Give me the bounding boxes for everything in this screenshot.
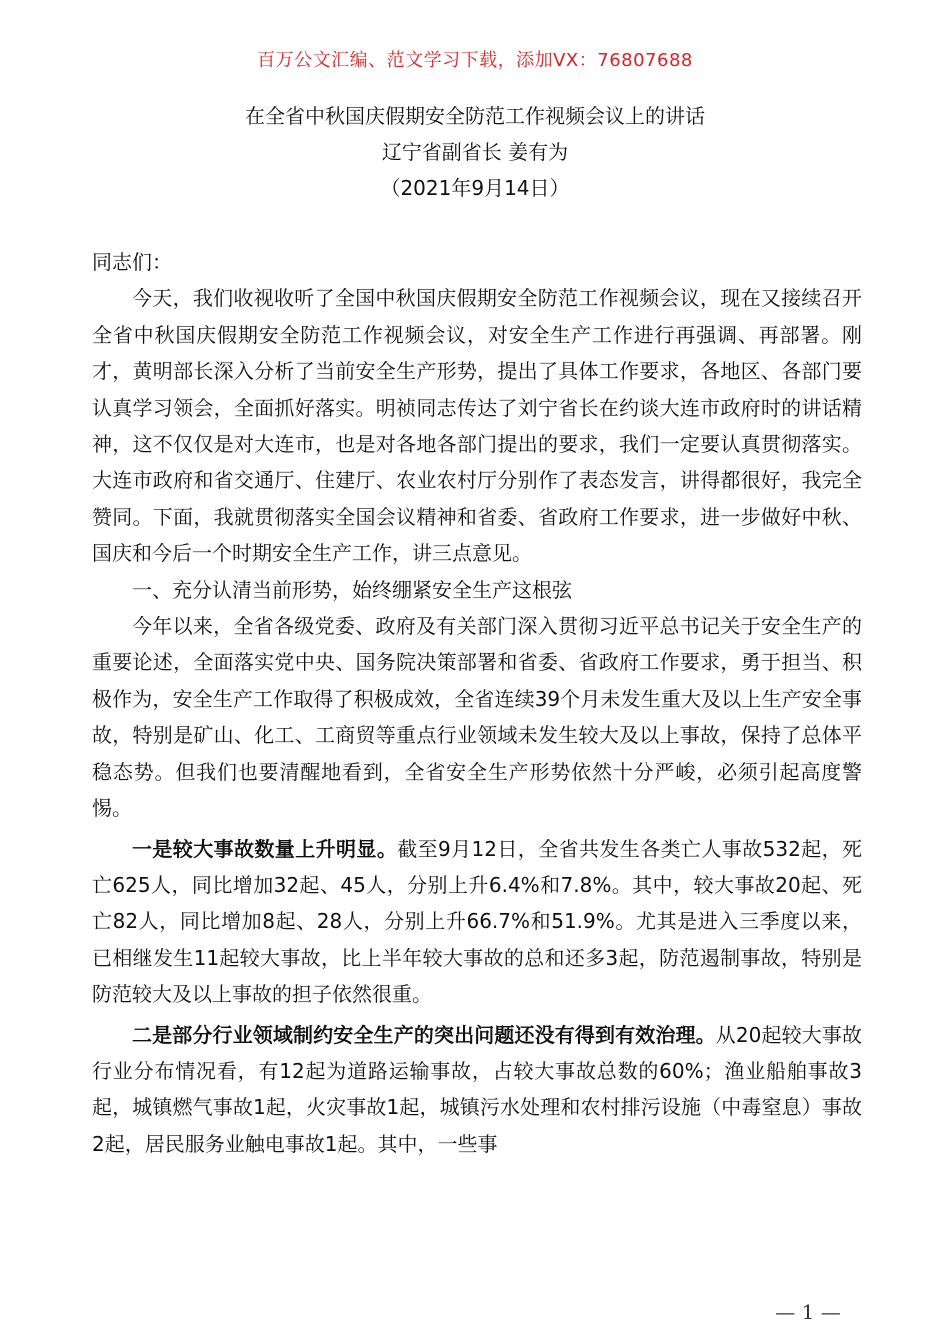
point-2-text: 从20起较大事故行业分布情况看，有12起为道路运输事故，占较大事故总数的60%；渔业船舶事故3起，城镇燃气事故1起，火灾事故1起，城镇污水处理和农村排污设施（中毒窒息）事故2起，居民服务业触电事故1起。其中，一些事: [92, 1022, 863, 1156]
paragraph-point-2: [92, 1017, 862, 1163]
section-heading-1: 一、充分认清当前形势，始终绷紧安全生产这根弦: [132, 577, 572, 602]
paragraph-situation: 今年以来，全省各级党委、政府及有关部门深入贯彻习近平总书记关于安全生产的重要论述，全面落实党中央、国务院决策部署和省委、省政府工作要求，勇于担当、积极作为，安全生产工作取得了积极成效，全省连续39个月未发生重大及以上生产安全事故，特别是矿山、化工、工商贸等重点行业领域未发生较大及以上事故，保持了总体平稳态势。但我们也要清醒地看到，全省安全生产形势依然十分严峻，必须引起高度警惕。: [92, 614, 862, 821]
document-title: 在全省中秋国庆假期安全防范工作视频会议上的讲话: [245, 104, 705, 128]
title-block: [0, 98, 950, 206]
point-1-lead: 一是较大事故数量上升明显。: [132, 836, 398, 861]
paragraph-intro: 今天，我们收视收听了全国中秋国庆假期安全防范工作视频会议，现在又接续召开全省中秋国庆假期安全防范工作视频会议，对安全生产工作进行再强调、再部署。刚才，黄明部长深入分析了当前安全生产形势，提出了具体工作要求，各地区、各部门要认真学习领会，全面抓好落实。明祯同志传达了刘宁省长在约谈大连市政府时的讲话精神，这不仅仅是对大连市，也是对各地各部门提出的要求，我们一定要认真贯彻落实。大连市政府和省交通厅、住建厅、农业农村厅分别作了表态发言，讲得都很好，我完全赞同。下面，我就贯彻落实全国会议精神和省委、省政府工作要求，进一步做好中秋、国庆和今后一个时期安全生产工作，讲三点意见。: [92, 286, 862, 566]
promo-banner: 百万公文汇编、范文学习下载，添加VX：76807688: [257, 50, 693, 71]
point-1-text: 截至9月12日，全省共发生各类亡人事故532起，死亡625人，同比增加32起、45人，分别上升6.4%和7.8%。其中，较大事故20起、死亡82人，同比增加8起、28人，分别上升66.7%和51.9%。尤其是进入三季度以来，已相继发生11起较大事故，比上半年较大事故的总和还多3起，防范遏制事故，特别是防范较大及以上事故的担子依然很重。: [92, 836, 862, 1007]
page-number: — 1 —: [775, 1300, 841, 1324]
document-body: [92, 244, 862, 1162]
paragraph-point-1: [92, 831, 862, 1013]
date-line: （2021年9月14日）: [380, 176, 570, 200]
point-2-lead: 二是部分行业领域制约安全生产的突出问题还没有得到有效治理。: [132, 1022, 716, 1047]
salutation: 同志们：: [92, 250, 172, 274]
speaker-line: 辽宁省副省长 姜有为: [381, 140, 569, 164]
